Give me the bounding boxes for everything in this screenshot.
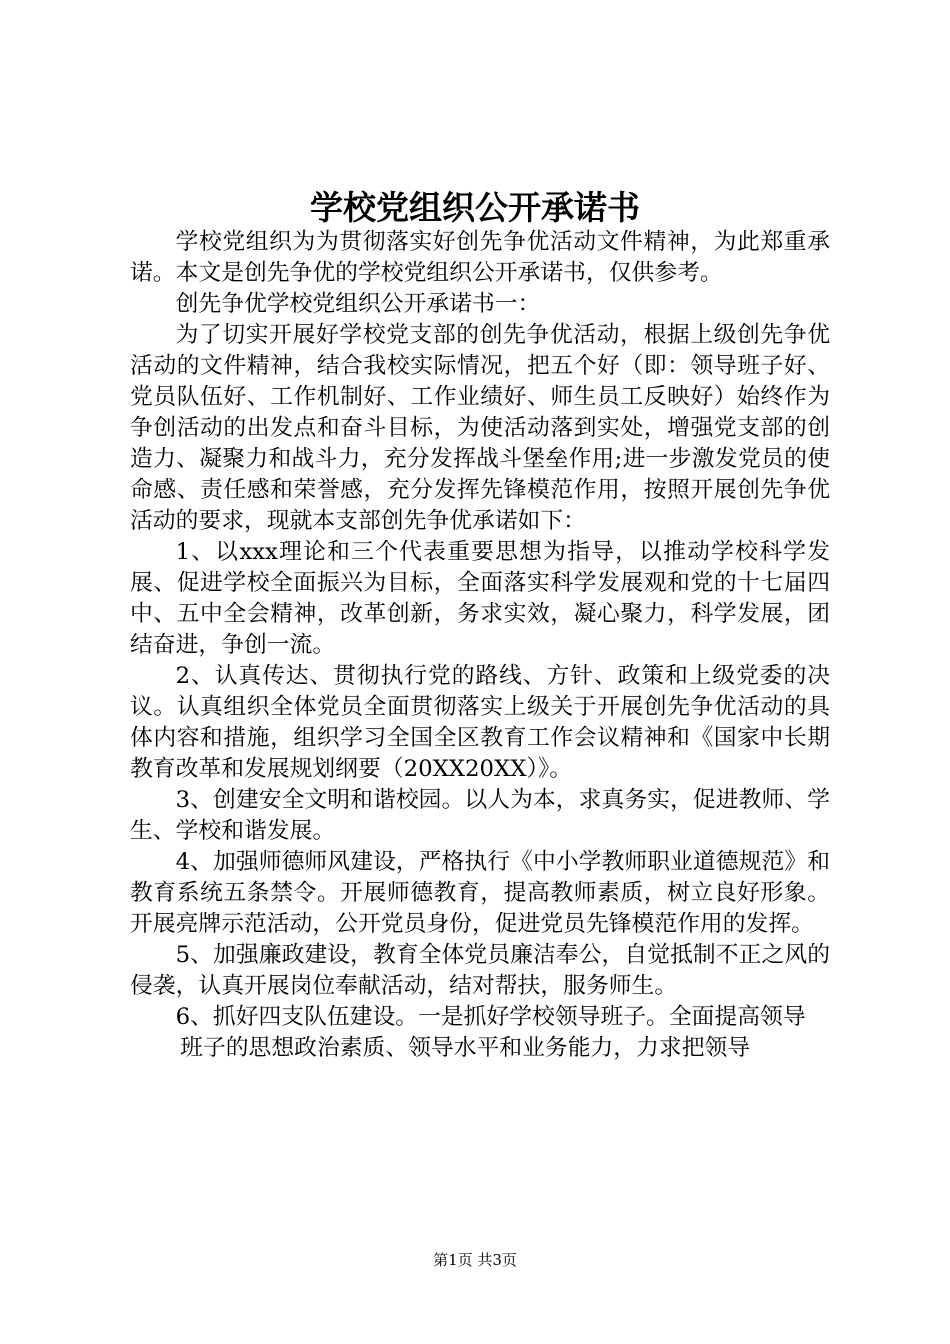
paragraph-intro: 学校党组织为为贯彻落实好创先争优活动文件精神，为此郑重承诺。本文是创先争优的学校党组织公开承诺书，仅供参考。: [130, 229, 830, 286]
paragraph-item-4: 4、加强师德师风建设，严格执行《中小学教师职业道德规范》和教育系统五条禁令。开展师德教育，提高教师素质，树立良好形象。开展亮牌示范活动，公开党员身份，促进党员先锋模范作用的发挥。: [130, 849, 830, 937]
paragraph-item-2: 2、认真传达、贯彻执行党的路线、方针、政策和上级党委的决议。认真组织全体党员全面贯彻落实上级关于开展创先争优活动的具体内容和措施，组织学习全国全区教育工作会议精神和《国家中长期教育改革和发展规划纲要（20XX20XX）》。: [130, 663, 830, 782]
paragraph-item-6: 6、抓好四支队伍建设。一是抓好学校领导班子。全面提高领导: [175, 1004, 806, 1030]
document-title: 学校党组织公开承诺书: [310, 188, 640, 227]
paragraph-preamble: 为了切实开展好学校党支部的创先争优活动，根据上级创先争优活动的文件精神，结合我校实际情况，把五个好（即：领导班子好、党员队伍好、工作机制好、工作业绩好、师生员工反映好）始终作为争创活动的出发点和奋斗目标，为使活动落到实处，增强党支部的创造力、凝聚力和战斗力，充分发挥战斗堡垒作用;进一步激发党员的使命感、责任感和荣誉感，充分发挥先锋模范作用，按照开展创先争优活动的要求，现就本支部创先争优承诺如下：: [130, 322, 830, 534]
paragraph-item-5: 5、加强廉政建设，教育全体党员廉洁奉公，自觉抵制不正之风的侵袭，认真开展岗位奉献活动，结对帮扶，服务师生。: [130, 942, 830, 999]
paragraph-subtitle: 创先争优学校党组织公开承诺书一：: [175, 291, 541, 317]
paragraph-item-1: 1、以xxx理论和三个代表重要思想为指导，以推动学校科学发展、促进学校全面振兴为目标，全面落实科学发展观和党的十七届四中、五中全会精神，改革创新，务求实效，凝心聚力，科学发展，团结奋进，争创一流。: [130, 539, 830, 658]
document-body: [130, 227, 830, 1064]
paragraph-continuation: 班子的思想政治素质、领导水平和业务能力，力求把领导: [180, 1035, 751, 1061]
page-number-footer: 第1页 共3页: [433, 1251, 517, 1269]
paragraph-item-3: 3、创建安全文明和谐校园。以人为本，求真务实，促进教师、学生、学校和谐发展。: [130, 787, 830, 844]
